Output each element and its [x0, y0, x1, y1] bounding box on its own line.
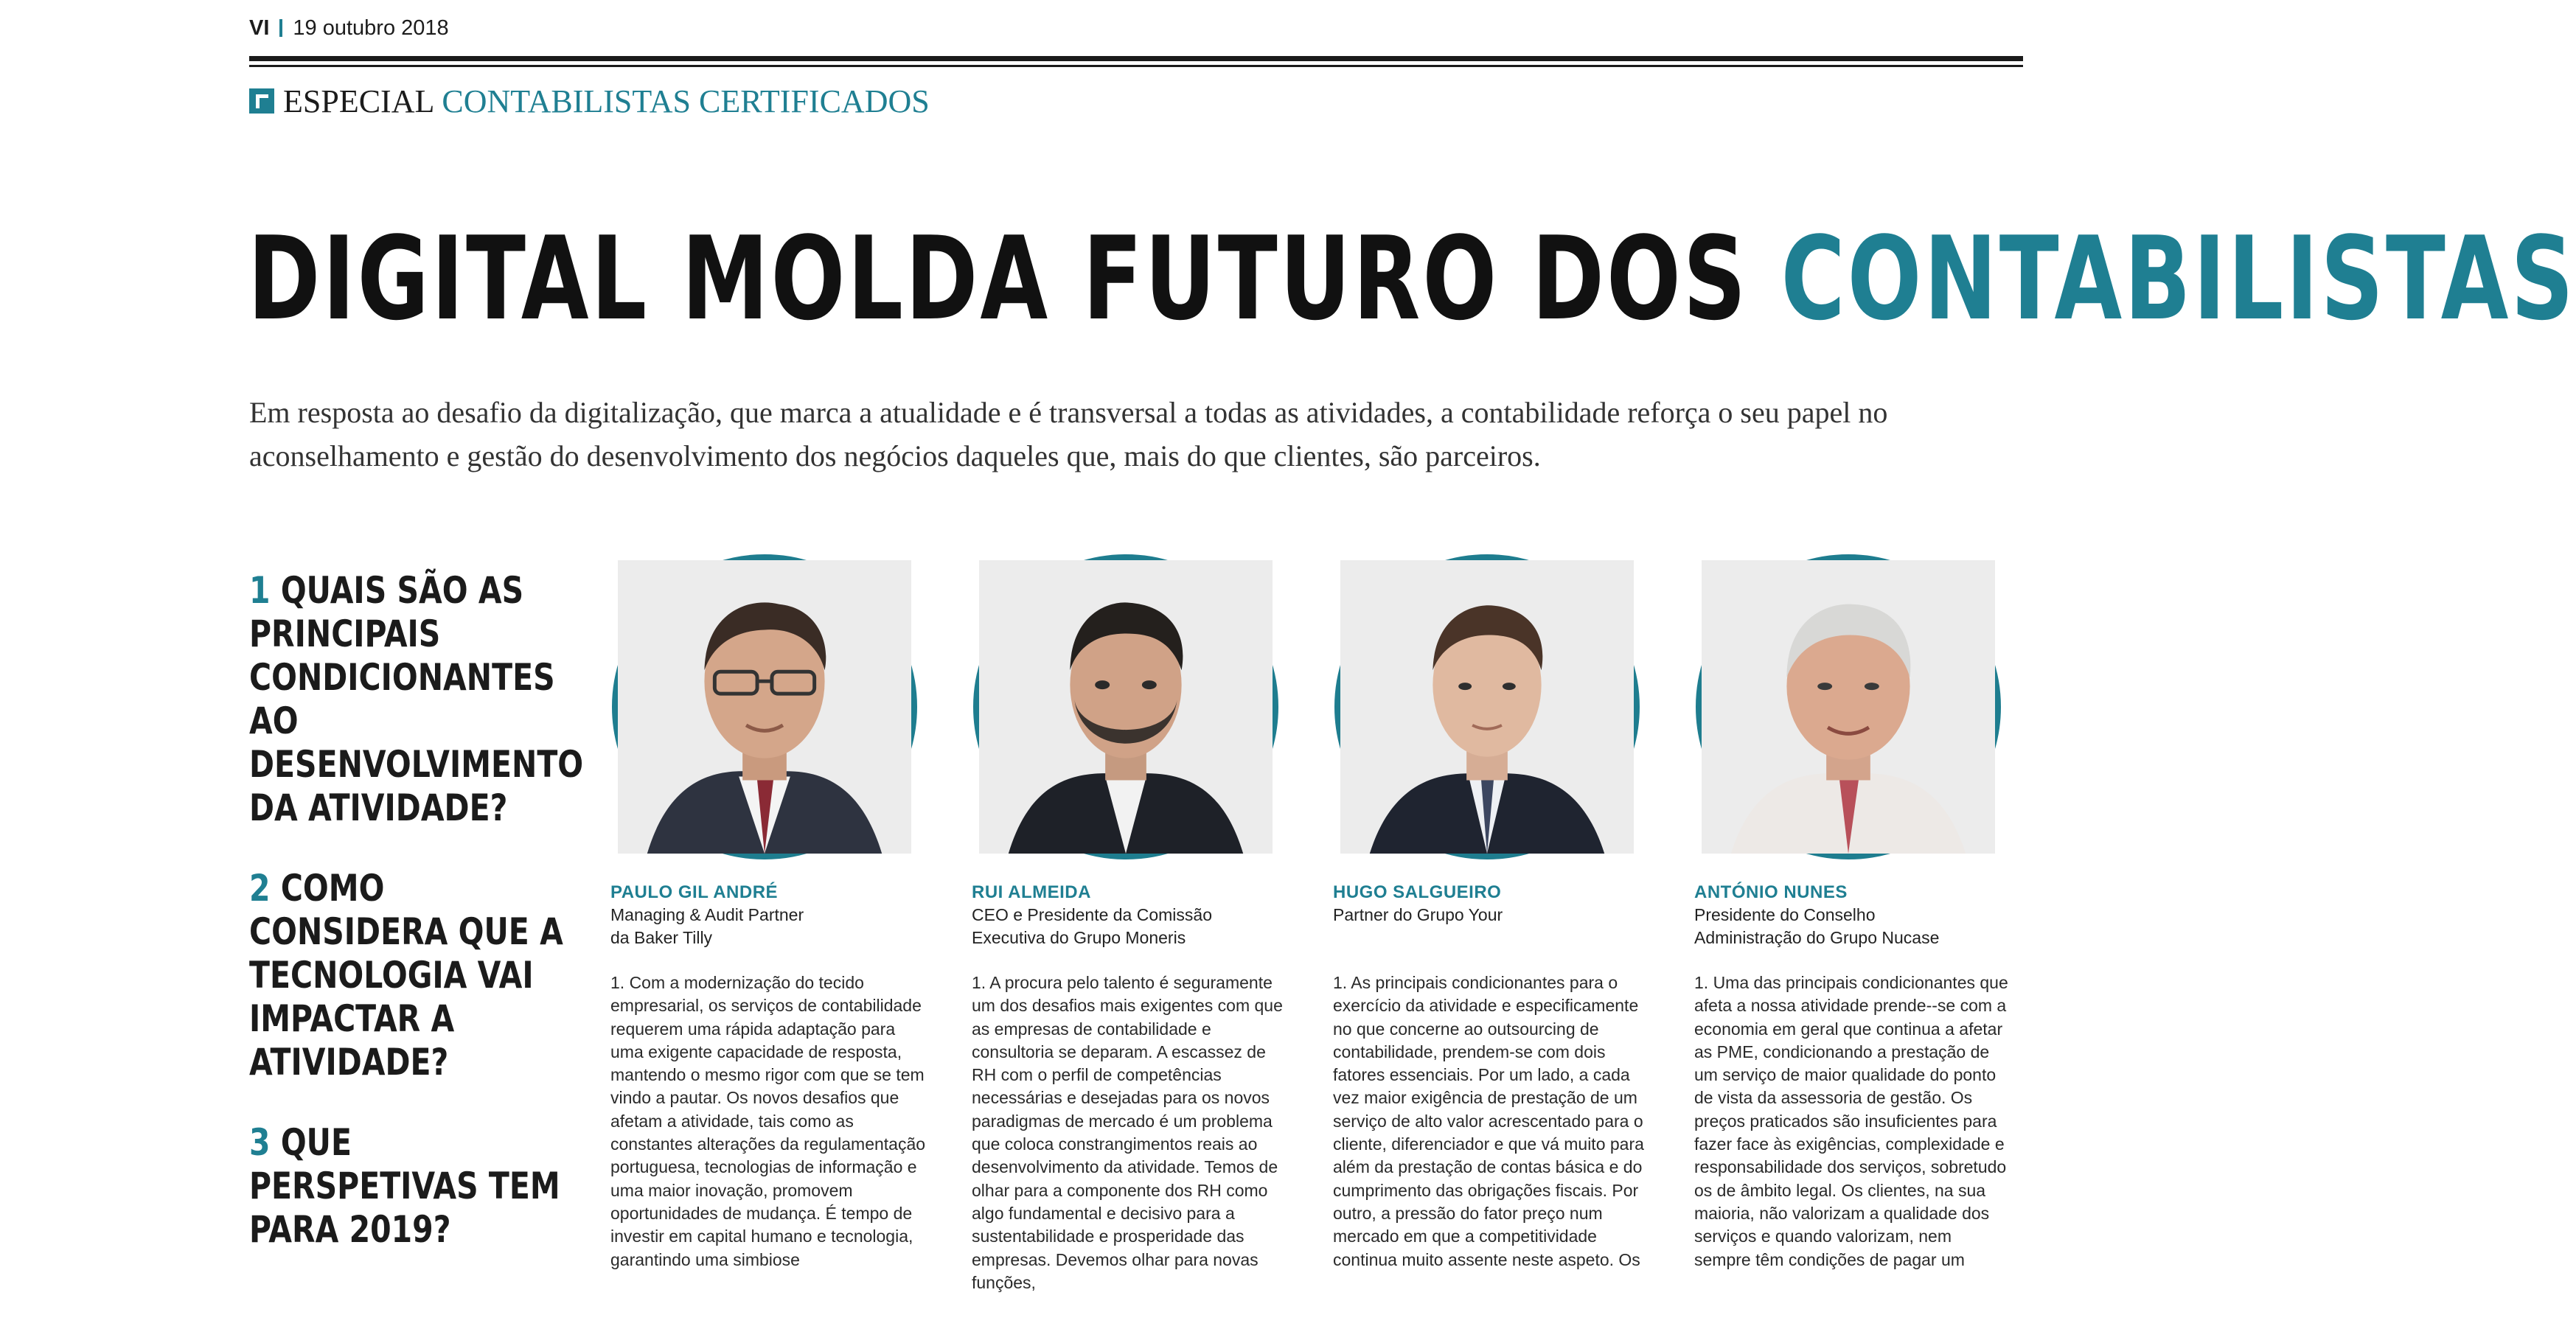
- headline-main: DIGITAL MOLDA FUTURO DOS: [248, 212, 1749, 346]
- folio-separator: [279, 19, 282, 37]
- questions-list: [249, 569, 584, 1288]
- question-number: 3: [249, 1121, 271, 1164]
- issue-date: 19 outubro 2018: [293, 16, 449, 40]
- interviewee-role: Partner do Grupo Your: [1333, 905, 1503, 924]
- page-folio: [249, 16, 449, 41]
- portrait-illustration: [1702, 560, 1995, 854]
- interviewee-role: Managing & Audit Partner da Baker Tilly: [610, 905, 804, 947]
- interviewee-name: HUGO SALGUEIRO: [1333, 882, 1502, 902]
- interviewee-answer: 1. Com a modernização do tecido empresarial, os serviços de contabilidade requerem uma rápida adaptação para uma exigente capacidade de resposta, mantendo o mesmo rigor com que se tem vindo a pautar. Os novos desafios que afetam a atividade, tais como as constantes alterações da regulamentação portuguesa, tecnologias de informação e uma maior inovação, promovem oportunidades de mudança. É tempo de investir em capital humano e tecnologia, garantindo uma simbiose: [610, 973, 926, 1269]
- portrait-photo: [1696, 554, 2001, 859]
- interviewee-paulo: [610, 554, 964, 1318]
- interviewee-name: RUI ALMEIDA: [972, 882, 1091, 902]
- publication-logo-icon: [249, 88, 274, 114]
- question-number: 2: [249, 867, 271, 910]
- section-title: CONTABILISTAS CERTIFICADOS: [442, 83, 930, 119]
- portrait-photo: [612, 554, 917, 859]
- question-number: 1: [249, 569, 271, 612]
- interviewee-role: Presidente do Conselho Administração do Grupo Nucase: [1694, 905, 1940, 947]
- headline-accent: CONTABILISTAS: [1780, 212, 2576, 346]
- question-1: [249, 569, 588, 830]
- headline: [248, 212, 2576, 346]
- interviewee-name: ANTÓNIO NUNES: [1694, 882, 1848, 902]
- portrait-illustration: [1340, 560, 1634, 854]
- page-number: VI: [249, 16, 270, 40]
- portrait-photo: [973, 554, 1278, 859]
- section-header: [249, 83, 930, 120]
- portrait-illustration: [979, 560, 1273, 854]
- interviewee-answer: 1. A procura pelo talento é seguramente um dos desafios mais exigentes com que as empresas de contabilidade e consultoria se deparam. A escassez de RH com o perfil de competências necessárias e desejadas para os novos paradigmas de mercado é um problema que coloca constrangimentos reais ao desenvolvimento da atividade. Temos de olhar para a componente dos RH como algo fundamental e decisivo para a sustentabilidade e prosperidade das empresas. Devemos olhar para novas funções,: [972, 973, 1283, 1292]
- interviewee-role: CEO e Presidente da Comissão Executiva do Grupo Moneris: [972, 905, 1212, 947]
- question-text: COMO CONSIDERA QUE A TECNOLOGIA VAI IMPACTAR A ATIVIDADE?: [249, 867, 563, 1084]
- header-rule-thin: [249, 65, 2023, 67]
- question-2: [249, 867, 588, 1084]
- header-rule-thick: [249, 56, 2023, 61]
- lead-paragraph: Em resposta ao desafio da digitalização, que marca a atualidade e é transversal a todas as atividades, a contabilidade reforça o seu papel no aconselhamento e gestão do desenvolvimento dos negócios daqueles que, mais do que clientes, são parceiros.: [249, 396, 1888, 472]
- portrait-illustration: [618, 560, 911, 854]
- interviewee-hugo: [1333, 554, 1687, 1318]
- question-3: [249, 1121, 588, 1252]
- interviewee-name: PAULO GIL ANDRÉ: [610, 882, 779, 902]
- interviewee-antonio: [1694, 554, 2048, 1318]
- question-text: QUE PERSPETIVAS TEM PARA 2019?: [249, 1121, 560, 1251]
- portrait-photo: [1334, 554, 1640, 859]
- section-label: ESPECIAL: [283, 83, 435, 119]
- interviewee-answer: 1. As principais condicionantes para o exercício da atividade e especificamente no que concerne ao outsourcing de contabilidade, prendem-se com dois fatores essenciais. Por um lado, a cada vez maior exigência de prestação de um serviço de alto valor acrescentado para o cliente, diferenciador e que vá muito para além da prestação de contas básica e do cumprimento das obrigações fiscais. Por outro, a pressão do fator preço num mercado em que a competitividade continua muito assente neste aspeto. Os: [1333, 973, 1644, 1269]
- interviewee-rui: [972, 554, 1326, 1318]
- interviewee-answer: 1. Uma das principais condicionantes que afeta a nossa atividade prende--se com a economia em geral que continua a afetar as PME, condicionando a prestação de um serviço de maior qualidade do ponto de vista da assessoria de gestão. Os preços praticados são insuficientes para fazer face às exigências, complexidade e responsabilidade dos serviços, sobretudo os de âmbito legal. Os clientes, na sua maioria, não valorizam a qualidade dos serviços e quando valorizam, nem sempre têm condições de pagar um: [1694, 973, 2008, 1269]
- question-text: QUAIS SÃO AS PRINCIPAIS CONDICIONANTES AO DESENVOLVIMENTO DA ATIVIDADE?: [249, 569, 584, 829]
